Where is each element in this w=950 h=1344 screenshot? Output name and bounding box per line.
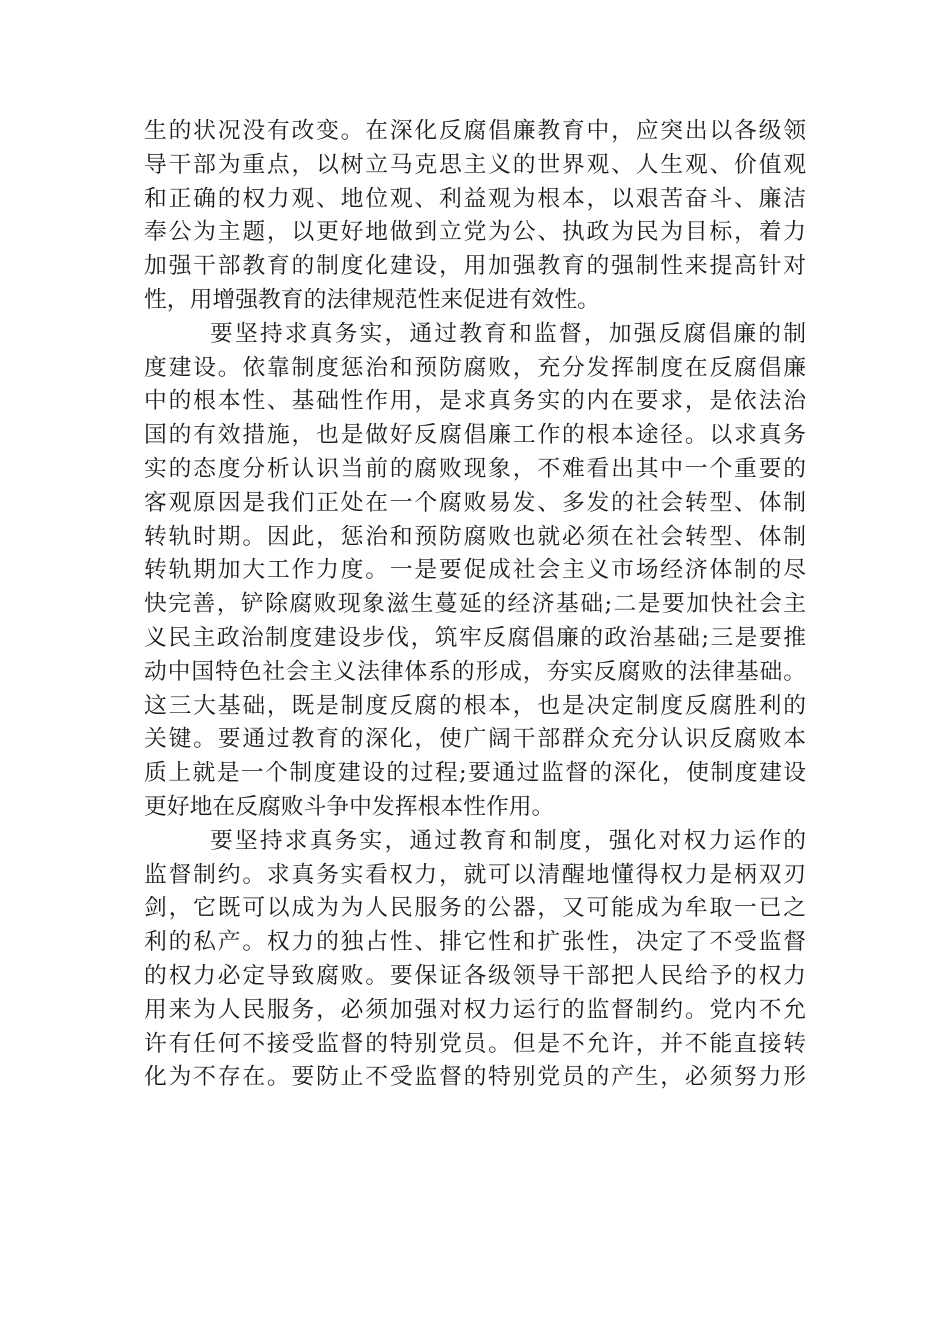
text-line: 化为不存在。要防止不受监督的特别党员的产生，必须努力形	[144, 1064, 806, 1091]
text-line: 加强干部教育的制度化建设，用加强教育的强制性来提高针对	[144, 253, 806, 280]
text-line: 性，用增强教育的法律规范性来促进有效性。	[144, 286, 600, 313]
text-line: 利的私产。权力的独占性、排它性和扩张性，决定了不受监督	[144, 929, 806, 956]
text-line: 转轨时期。因此，惩治和预防腐败也就必须在社会转型、体制	[144, 523, 806, 550]
text-line: 更好地在反腐败斗争中发挥根本性作用。	[144, 793, 555, 820]
text-line: 度建设。依靠制度惩治和预防腐败，充分发挥制度在反腐倡廉	[144, 354, 806, 381]
text-line: 客观原因是我们正处在一个腐败易发、多发的社会转型、体制	[144, 489, 806, 516]
paragraph-first-line: 要坚持求真务实，通过教育和制度，强化对权力运作的	[210, 827, 806, 854]
document-body	[144, 115, 806, 1095]
text-line: 奉公为主题，以更好地做到立党为公、执政为民为目标，着力	[144, 219, 806, 246]
paragraph-first-line: 要坚持求真务实，通过教育和监督，加强反腐倡廉的制	[210, 320, 806, 347]
text-line: 中的根本性、基础性作用，是求真务实的内在要求，是依法治	[144, 388, 806, 415]
text-line: 快完善，铲除腐败现象滋生蔓延的经济基础;二是要加快社会主	[144, 591, 806, 618]
text-line: 质上就是一个制度建设的过程;要通过监督的深化，使制度建设	[144, 760, 806, 787]
text-line: 剑，它既可以成为为人民服务的公器，又可能成为牟取一已之	[144, 895, 806, 922]
text-line: 导干部为重点，以树立马克思主义的世界观、人生观、价值观	[144, 151, 806, 178]
text-line: 国的有效措施，也是做好反腐倡廉工作的根本途径。以求真务	[144, 422, 806, 449]
text-line: 转轨期加大工作力度。一是要促成社会主义市场经济体制的尽	[144, 557, 806, 584]
text-line: 的权力必定导致腐败。要保证各级领导干部把人民给予的权力	[144, 962, 806, 989]
text-line: 这三大基础，既是制度反腐的根本，也是决定制度反腐胜利的	[144, 692, 806, 719]
text-line: 关键。要通过教育的深化，使广阔干部群众充分认识反腐败本	[144, 726, 806, 753]
text-line: 和正确的权力观、地位观、利益观为根本，以艰苦奋斗、廉洁	[144, 185, 806, 212]
text-line: 许有任何不接受监督的特别党员。但是不允许，并不能直接转	[144, 1030, 806, 1057]
text-line: 监督制约。求真务实看权力，就可以清醒地懂得权力是柄双刃	[144, 861, 806, 888]
text-line: 实的态度分析认识当前的腐败现象，不难看出其中一个重要的	[144, 455, 806, 482]
text-line: 生的状况没有改变。在深化反腐倡廉教育中，应突出以各级领	[144, 118, 806, 144]
text-line: 义民主政治制度建设步伐，筑牢反腐倡廉的政治基础;三是要推	[144, 624, 806, 651]
text-line: 动中国特色社会主义法律体系的形成，夯实反腐败的法律基础。	[144, 658, 806, 685]
text-line: 用来为人民服务，必须加强对权力运行的监督制约。党内不允	[144, 996, 806, 1023]
